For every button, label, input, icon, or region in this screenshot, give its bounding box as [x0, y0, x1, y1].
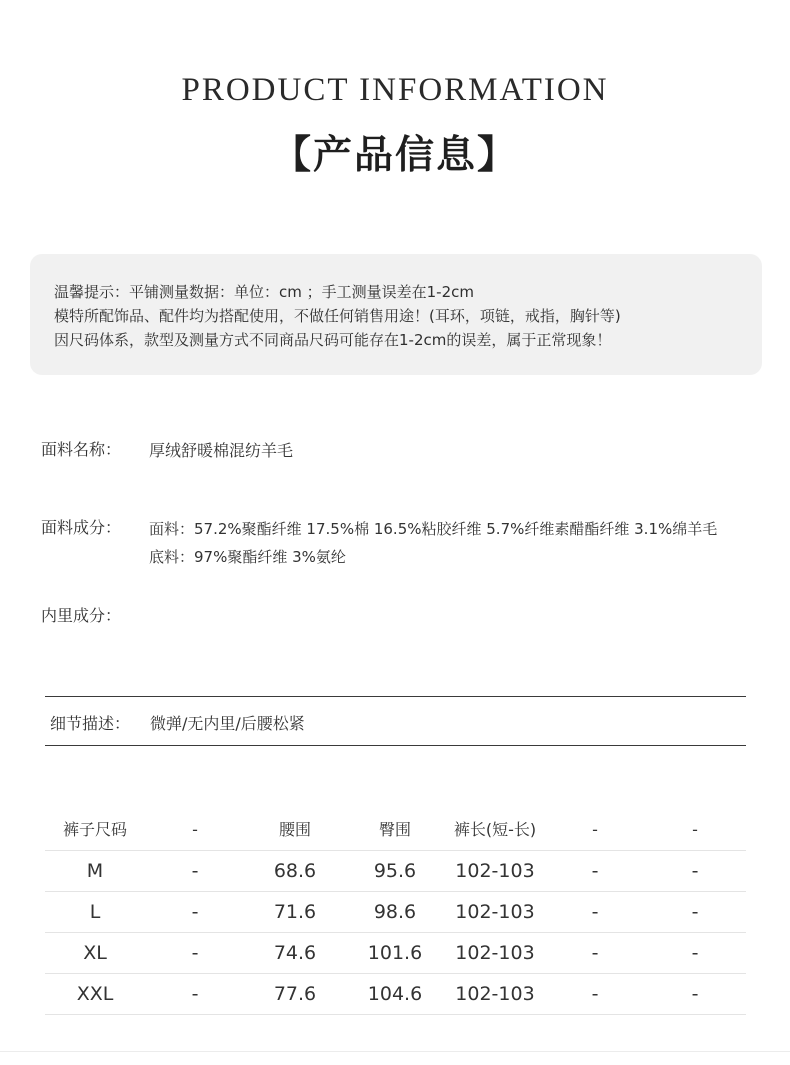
size-cell: 95.6 — [373, 860, 417, 882]
notice-line: 因尺码体系，款型及测量方式不同商品尺码可能存在1-2cm的误差，属于正常现象！ — [54, 331, 612, 349]
size-table-row — [45, 974, 746, 1015]
size-cell: 71.6 — [273, 901, 317, 923]
size-cell: - — [591, 942, 599, 964]
size-cell: - — [191, 983, 199, 1005]
size-cell: 74.6 — [273, 942, 317, 964]
size-cell: 102-103 — [455, 983, 535, 1005]
notice-line: 模特所配饰品、配件均为搭配使用，不做任何销售用途！(耳环，项链，戒指，胸针等) — [54, 307, 621, 325]
size-header-cell: - — [592, 820, 598, 839]
fabric-name-label: 面料名称： — [41, 440, 122, 459]
size-table-header — [45, 810, 746, 851]
page-title-chinese: 【产品信息】 — [271, 133, 518, 178]
size-table-row — [45, 933, 746, 974]
page-title-english: PRODUCT INFORMATION — [181, 72, 609, 108]
size-cell: - — [591, 860, 599, 882]
size-cell: 68.6 — [273, 860, 317, 882]
size-cell: 98.6 — [373, 901, 417, 923]
divider — [45, 745, 746, 746]
size-table-row — [45, 851, 746, 892]
fabric-name-value: 厚绒舒暖棉混纺羊毛 — [149, 441, 294, 460]
size-cell: - — [191, 860, 199, 882]
size-header-cell: 裤长(短-长) — [453, 820, 537, 839]
size-header-cell: - — [192, 820, 198, 839]
size-header-cell: 裤子尺码 — [62, 820, 127, 839]
size-cell: XL — [83, 942, 107, 964]
size-cell: - — [591, 983, 599, 1005]
size-cell: - — [691, 860, 699, 882]
size-header-cell: - — [692, 820, 698, 839]
divider — [45, 696, 746, 697]
size-cell: - — [691, 901, 699, 923]
divider — [0, 1051, 790, 1052]
size-table — [45, 810, 746, 1015]
size-cell: - — [591, 901, 599, 923]
size-header-cell: 腰围 — [278, 820, 311, 839]
size-cell: L — [89, 901, 101, 923]
size-table-row — [45, 892, 746, 933]
size-cell: 102-103 — [455, 942, 535, 964]
details-label: 细节描述： — [50, 714, 131, 733]
size-cell: 101.6 — [367, 942, 423, 964]
size-cell: - — [691, 942, 699, 964]
notice-line: 温馨提示：平铺测量数据：单位：cm ；手工测量误差在1-2cm — [54, 283, 474, 301]
size-cell: 102-103 — [455, 860, 535, 882]
size-cell: 104.6 — [367, 983, 423, 1005]
details-value: 微弹/无内里/后腰松紧 — [150, 714, 305, 733]
size-cell: 102-103 — [455, 901, 535, 923]
size-cell: XXL — [76, 983, 114, 1005]
size-cell: M — [86, 860, 104, 882]
notice-box — [30, 254, 762, 375]
fabric-composition-line: 底料：97%聚酯纤维 3%氨纶 — [149, 548, 346, 566]
size-cell: 77.6 — [273, 983, 317, 1005]
fabric-composition-line: 面料：57.2%聚酯纤维 17.5%棉 16.5%粘胶纤维 5.7%纤维素醋酯纤维 3.1%绵羊毛 — [149, 520, 718, 538]
size-header-cell: 臀围 — [378, 820, 411, 839]
size-cell: - — [691, 983, 699, 1005]
fabric-composition-label: 面料成分： — [41, 518, 122, 537]
size-cell: - — [191, 901, 199, 923]
size-cell: - — [191, 942, 199, 964]
lining-label: 内里成分： — [41, 606, 122, 625]
